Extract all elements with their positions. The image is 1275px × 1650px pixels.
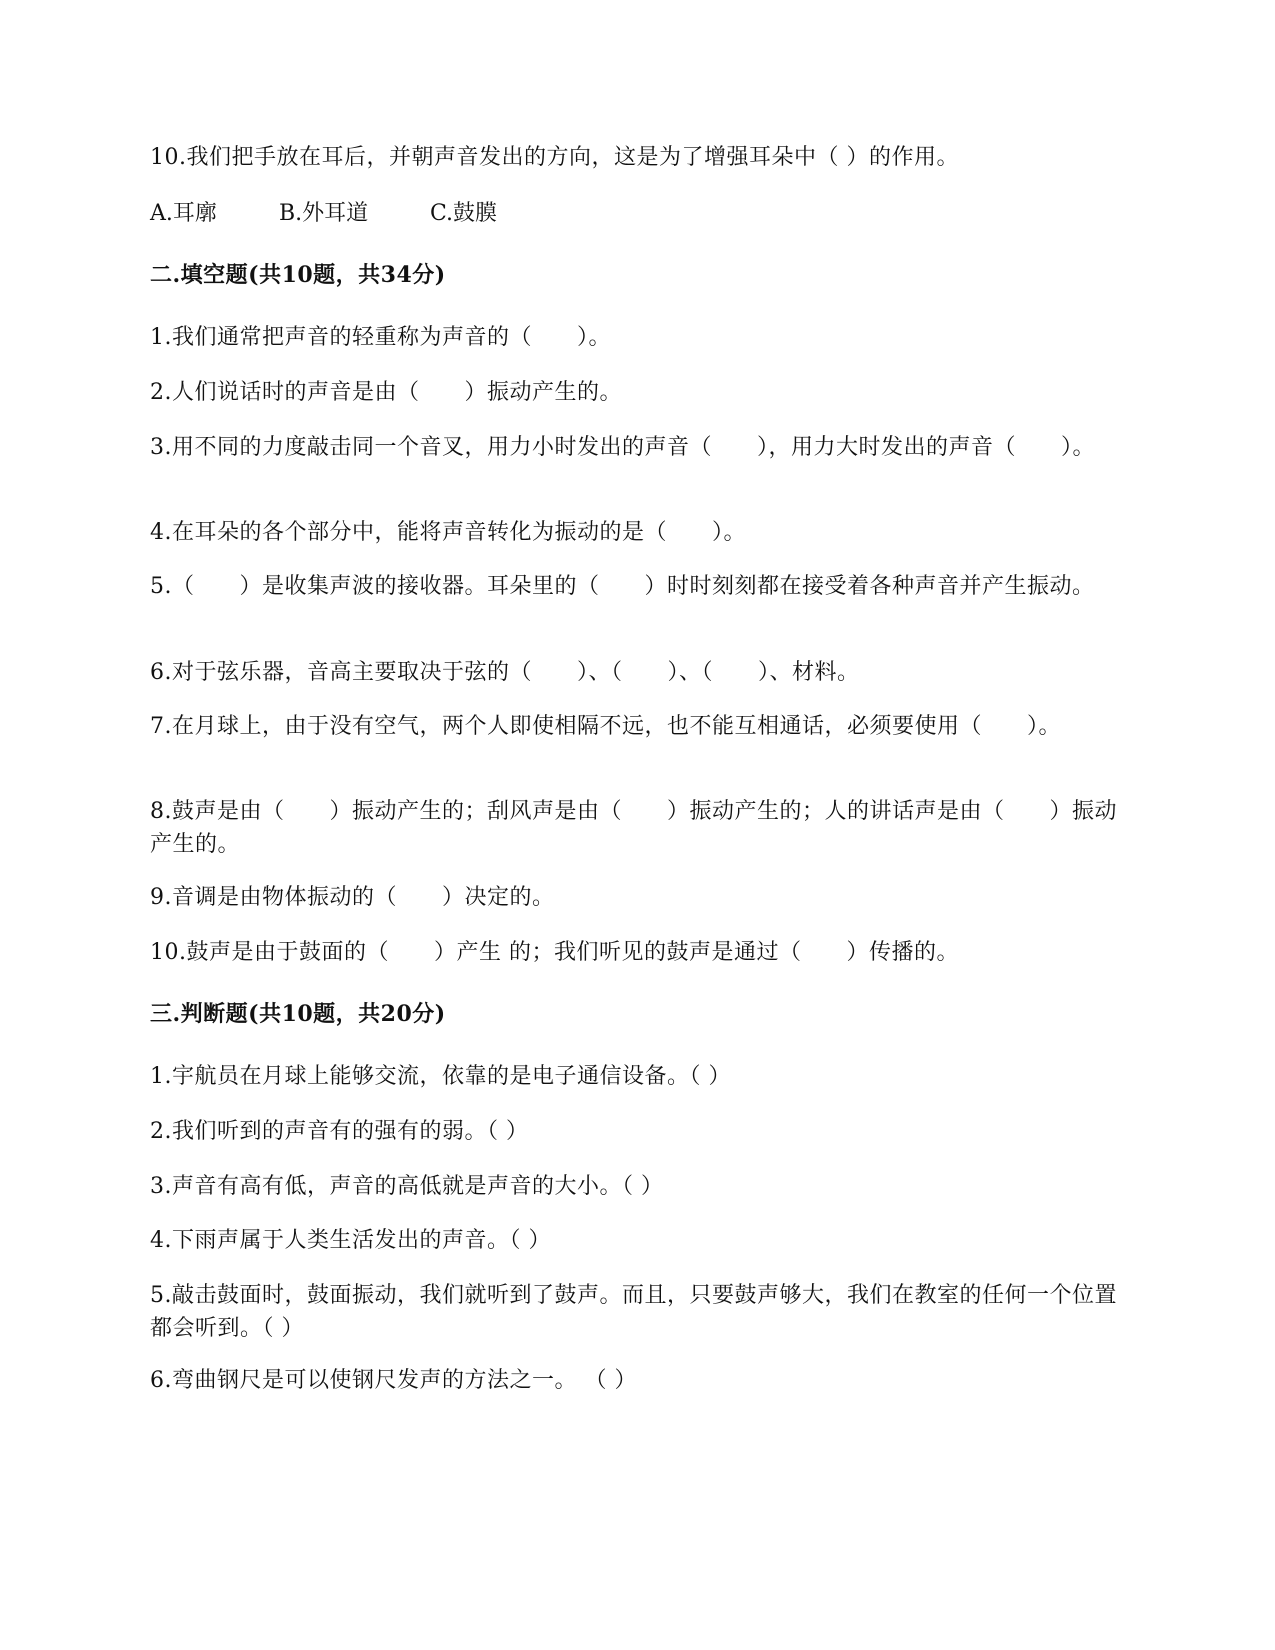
judge-question-1: 1.宇航员在月球上能够交流，依靠的是电子通信设备。（ ） xyxy=(150,1064,731,1089)
option-b: B.外耳道 xyxy=(279,201,369,226)
judge-question-4: 4.下雨声属于人类生活发出的声音。（ ） xyxy=(150,1228,551,1253)
judge-question-2: 2.我们听到的声音有的强有的弱。（ ） xyxy=(150,1119,529,1144)
fill-question-8: 8.鼓声是由（ ）振动产生的；刮风声是由（ ）振动产生的；人的讲话声是由（ ）振动产生的。 xyxy=(150,799,1117,857)
option-a: A.耳廓 xyxy=(150,201,217,226)
prev-question-10: 10.我们把手放在耳后，并朝声音发出的方向，这是为了增强耳朵中（ ）的作用。 xyxy=(150,145,959,170)
fill-question-4: 4.在耳朵的各个部分中，能将声音转化为振动的是（ ）。 xyxy=(150,520,746,545)
fill-question-3: 3.用不同的力度敲击同一个音叉，用力小时发出的声音（ ），用力大时发出的声音（ ）。 xyxy=(150,435,1095,460)
fill-question-1: 1.我们通常把声音的轻重称为声音的（ ）。 xyxy=(150,325,611,350)
fill-question-7: 7.在月球上，由于没有空气，两个人即使相隔不远，也不能互相通话，必须要使用（ ）。 xyxy=(150,714,1061,739)
judge-question-3: 3.声音有高有低，声音的高低就是声音的大小。（ ） xyxy=(150,1174,664,1199)
fill-question-10: 10.鼓声是由于鼓面的（ ）产生 的；我们听见的鼓声是通过（ ）传播的。 xyxy=(150,940,959,965)
section-heading-fill: 二.填空题(共10题，共34分) xyxy=(150,262,446,288)
fill-question-2: 2.人们说话时的声音是由（ ）振动产生的。 xyxy=(150,380,622,405)
fill-question-6: 6.对于弦乐器，音高主要取决于弦的（ ）、（ ）、（ ）、材料。 xyxy=(150,660,860,685)
section-heading-judge: 三.判断题(共10题，共20分) xyxy=(150,1001,446,1027)
fill-question-5: 5.（ ）是收集声波的接收器。耳朵里的（ ）时时刻刻都在接受着各种声音并产生振动。 xyxy=(150,574,1095,599)
prev-question-options xyxy=(150,197,497,230)
judge-question-6: 6.弯曲钢尺是可以使钢尺发声的方法之一。 （ ） xyxy=(150,1368,637,1393)
fill-question-9: 9.音调是由物体振动的（ ）决定的。 xyxy=(150,885,555,910)
option-c: C.鼓膜 xyxy=(430,201,498,226)
judge-question-5: 5.敲击鼓面时，鼓面振动，我们就听到了鼓声。而且，只要鼓声够大，我们在教室的任何一个位置都会听到。（ ） xyxy=(150,1283,1117,1341)
